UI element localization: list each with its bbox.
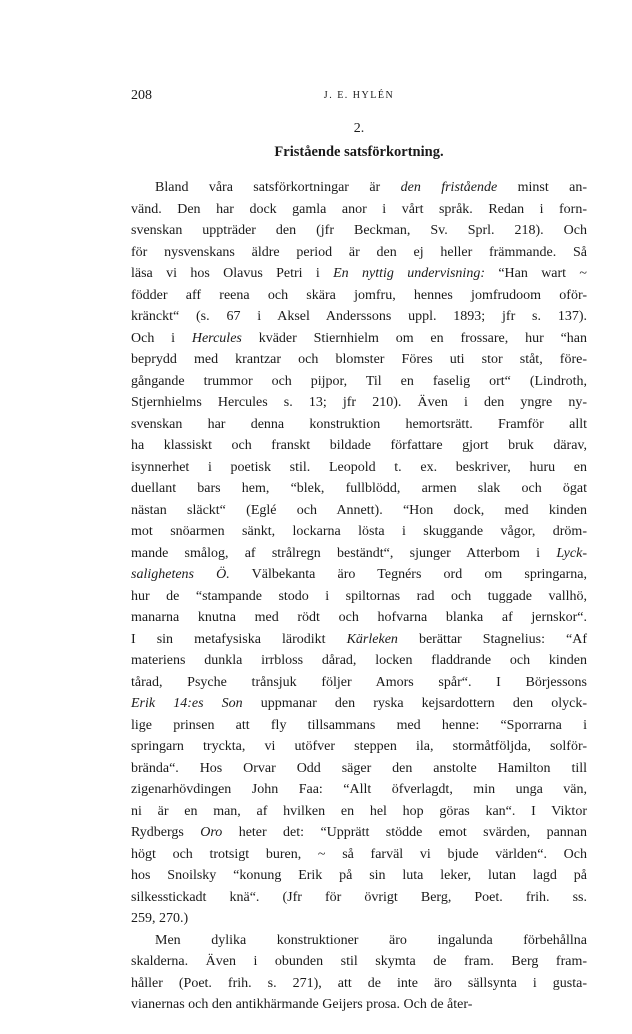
text-line [131,672,587,694]
text-run: Och i [131,330,192,346]
text-line [131,242,587,264]
page-number: 208 [131,88,152,103]
text-run: hur de “stampande stodo i spiltornas rad och tuggade vallhö, [131,588,587,604]
text-line [131,263,587,285]
text-line [131,328,587,350]
text-run: berättar Stagnelius: “Af [397,631,588,647]
italic-text: den fristående [400,180,498,195]
text-run: uppmanar den ryska kejsardottern den olyck- [242,696,587,711]
text-line [131,908,587,930]
text-run: håller (Poet. frih. s. 271), att de inte äro sällsynta i gusta- [131,975,587,991]
text-line [131,715,587,737]
text-run: zigenarhövdingen John Faa: “Allt öfverlagdt, min unga vän, [131,782,587,797]
text-run: Men dylika konstruktioner äro ingalunda förbehållna [155,932,587,948]
text-run: skalderna. Även i obunden stil skymta de fram. Berg fram- [131,954,587,969]
text-line [131,543,587,565]
text-line [131,414,587,436]
italic-text: Hercules [191,330,242,346]
text-line [131,371,587,393]
text-line [131,306,587,328]
text-run: brända“. Hos Orvar Odd säger den anstolte Hamilton till [131,760,587,776]
text-line [131,392,587,414]
text-run: duellant bars hem, “blek, fullblödd, armen slak och ögat [131,481,587,496]
text-run: manarna knutna med rödt och hofvarna blanka af jernskor“. [131,610,587,625]
text-line [131,500,587,522]
text-run: I sin metafysiska lärodikt [131,631,347,647]
text-line [131,435,587,457]
text-line [131,973,587,995]
italic-text: Oro [200,825,223,840]
text-line [131,930,587,952]
text-run: beprydd med krantzar och blomster Föres uti stor ståt, före- [131,352,587,367]
text-run: svenskan uppträder den (jfr Beckman, Sv. Sprl. 218). Och [131,223,587,238]
text-line [131,693,587,715]
text-run: för nysvenskans äldre period är den ej heller främmande. Så [131,244,587,260]
text-run: minst an- [497,180,587,195]
book-page [131,88,587,1016]
text-run: mot snöarmen sänkt, lockarna lösta i skuggande vågor, dröm- [131,524,587,539]
text-line [131,349,587,371]
text-run: “Han wart ~ [484,266,587,281]
text-line [131,478,587,500]
text-run: silkesstickadt knä“. (Jfr för övrigt Berg, Poet. frih. ss. [131,889,587,905]
text-line [131,220,587,242]
text-run: läsa vi hos Olavus Petri i [131,266,334,281]
text-run: födder aff reena och skära jomfru, hennes jomfrudoom oför- [131,287,587,303]
text-run: kränckt“ (s. 67 i Aksel Anderssons uppl. 1893; jfr s. 137). [131,309,587,324]
text-line [131,994,587,1016]
italic-text: Kärleken [346,631,398,647]
text-run: mande smålog, af strålregn beständt“, sjunger Atterbom i [131,545,557,561]
text-run: lige prinsen att fly tillsammans med henne: “Sporrarna i [131,717,587,733]
text-run: svenskan har denna konstruktion hemortsrätt. Framför allt [131,416,587,432]
text-line [131,650,587,672]
text-line [131,629,587,651]
text-run: materiens dunkla irrbloss dårad, locken fladdrande och kinden [131,653,587,668]
text-run: Välbekanta äro Tegnérs ord om springarna, [229,567,587,582]
text-line [131,521,587,543]
text-line [131,801,587,823]
text-line [131,607,587,629]
body-text [131,177,587,1016]
text-run: hos Snoilsky “konung Erik på sin luta leker, lutan lagd på [131,868,587,883]
text-run: kväder Stiernhielm om en frossare, hur “han [241,330,587,346]
text-run: ni är en man, af hvilken en hel hop göras kan“. I Viktor [131,803,587,819]
text-line [131,586,587,608]
text-line [131,199,587,221]
section-number: 2. [353,121,365,136]
text-line [131,822,587,844]
italic-text: En nyttig undervisning: [333,266,485,281]
running-title: J. E. HYLÉN [323,90,395,101]
text-run: vianernas och den antikhärmande Geijers prosa. Och de åter- [131,997,473,1012]
text-line [131,865,587,887]
text-run: högt och trotsigt buren, ~ så farväl vi bjude världen“. Och [131,846,587,862]
text-line [131,844,587,866]
text-line [131,951,587,973]
text-run: nästan släckt“ (Eglé och Annett). “Hon dock, med kinden [131,502,587,518]
text-run: Rydbergs [131,825,201,840]
text-run: springarn tryckta, vi utöfver steppen ila, stormåtföljda, solför- [131,739,587,754]
text-run: isynnerhet i poetisk stil. Leopold t. ex. beskriver, huru en [131,459,587,475]
section-title: Fristående satsförkortning. [274,144,444,160]
text-line [131,564,587,586]
text-run: Stjernhielms Hercules s. 13; jfr 210). Även i den yngre ny- [131,395,587,410]
italic-text: salighetens Ö. [131,567,230,582]
text-run: tårad, Psyche trånsjuk följer Amors spår“. I Börjessons [131,674,587,690]
text-line [131,779,587,801]
text-run: heter det: “Upprätt stödde emot svärden, pannan [222,825,587,840]
text-run: vänd. Den har dock gamla anor i vårt språk. Redan i forn- [131,201,587,217]
text-line [131,285,587,307]
text-line [131,177,587,199]
text-run: gångande trummor och pijpor, Til en faselig ort“ (Lindroth, [131,373,587,389]
running-head [131,88,587,108]
text-line [131,736,587,758]
text-run: 259, 270.) [131,911,189,926]
text-run: Bland våra satsförkortningar är [155,180,401,195]
text-line [131,457,587,479]
italic-text: Lyck- [556,545,587,561]
text-run: ha klassiskt och franskt bildade författare gjort bruk därav, [131,438,587,453]
italic-text: Erik 14:es Son [131,696,243,711]
text-line [131,887,587,909]
text-line [131,758,587,780]
